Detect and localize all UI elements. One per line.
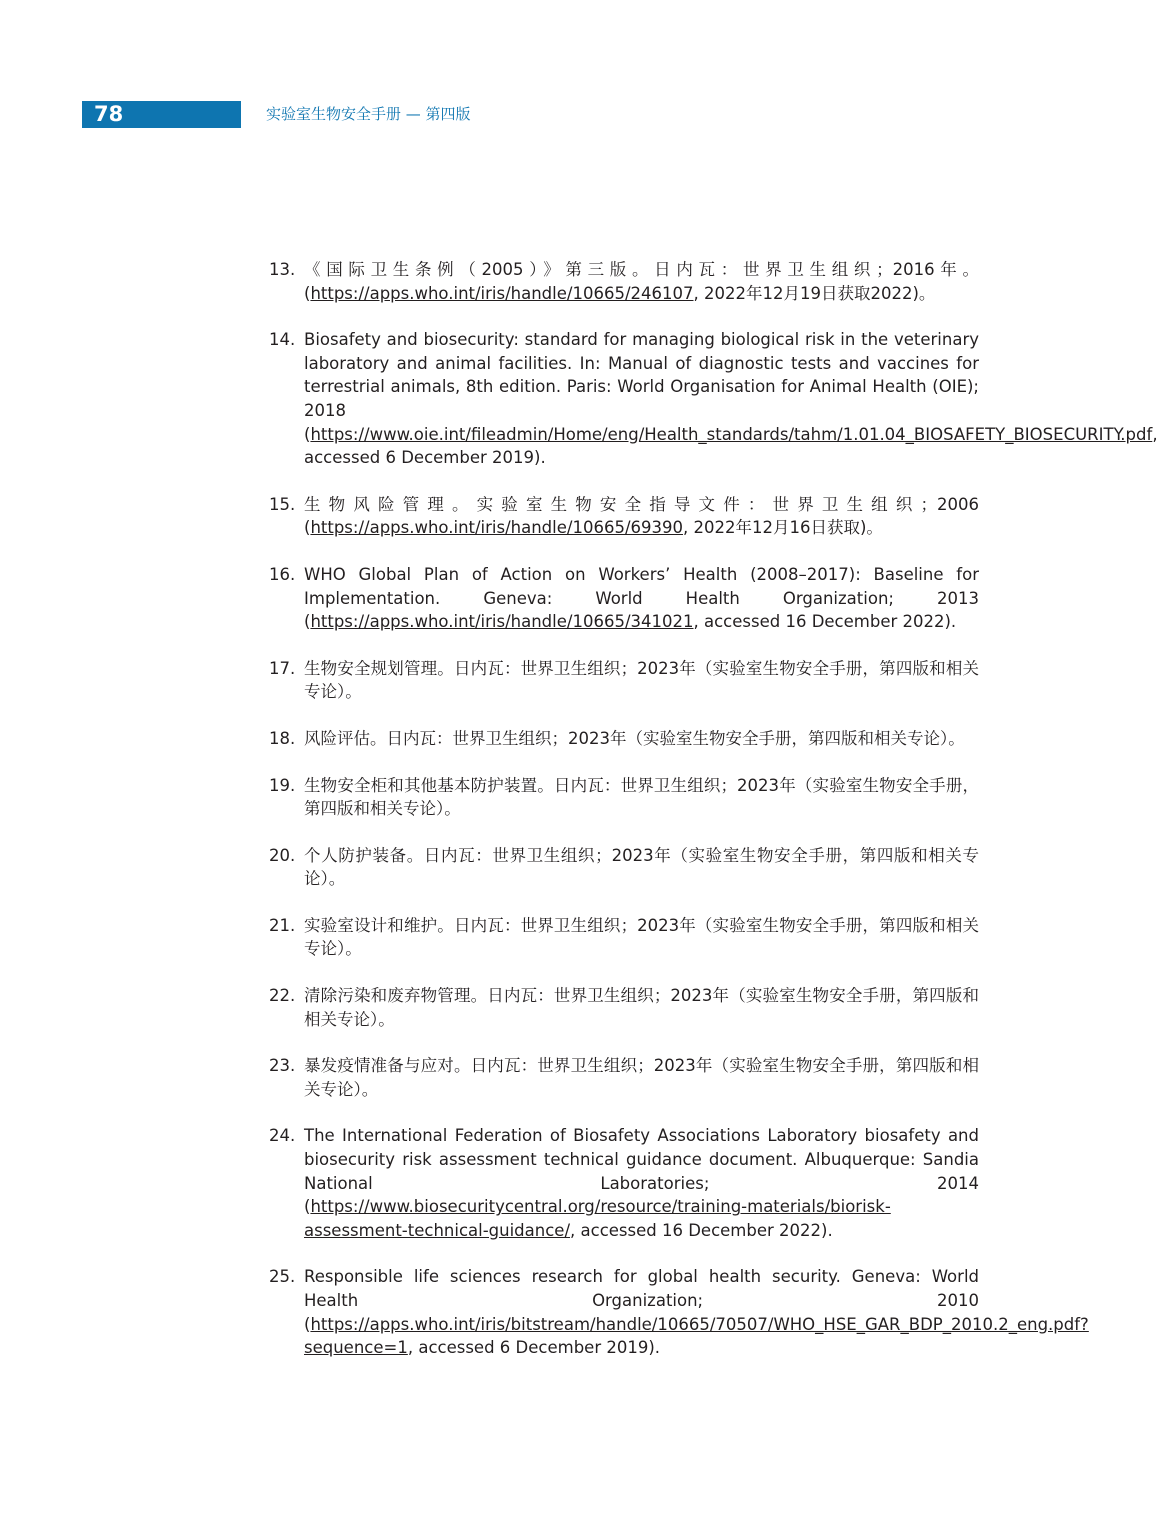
reference-text [304,495,979,538]
reference-list [269,258,1158,1383]
reference-number: 19. [269,775,296,795]
reference-item [269,258,979,305]
reference-number: 24. [269,1126,296,1146]
reference-accessed: , 2022年12月19日获取2022)。 [693,283,936,303]
reference-item [269,774,979,821]
reference-text [304,565,979,631]
reference-item [269,563,979,634]
reference-number: 15. [269,494,296,514]
reference-text [304,729,965,748]
page-number: 78 [94,102,124,126]
reference-text [304,986,979,1029]
reference-text [304,916,979,959]
reference-citation: 《国际卫生条例（2005）》第三版。日内瓦：世界卫生组织；2016年。( [304,260,979,303]
reference-item [269,984,979,1031]
reference-item [269,1265,1089,1359]
reference-item [269,328,1158,470]
reference-link[interactable]: https://apps.who.int/iris/handle/10665/69390 [310,518,683,538]
reference-text [304,1267,1089,1357]
reference-citation: WHO Global Plan of Action on Workers’ Health (2008–2017): Baseline for Implementation. Geneva: World Health Organization; 2013 ( [304,564,979,632]
reference-item [269,657,979,704]
reference-number: 20. [269,845,296,865]
reference-link[interactable]: https://www.biosecuritycentral.org/resource/training-materials/biorisk-assessment-technical-guidance/ [304,1197,891,1240]
reference-text [304,1056,979,1099]
reference-accessed: , accessed 16 December 2022). [570,1220,833,1240]
reference-item [269,493,979,540]
reference-text [304,846,979,889]
reference-accessed: , accessed 6 December 2019). [304,424,1158,468]
reference-number: 14. [269,330,296,350]
reference-citation: Responsible life sciences research for global health security. Geneva: World Health Organization; 2010 ( [304,1267,979,1334]
reference-link[interactable]: https://www.oie.int/fileadmin/Home/eng/Health_standards/tahm/1.01.04_BIOSAFETY_BIOSECURITY.pdf [310,424,1153,444]
reference-number: 13. [269,260,296,279]
reference-accessed: , accessed 6 December 2019). [407,1338,661,1358]
reference-accessed: , 2022年12月16日获取)。 [683,518,883,538]
reference-citation: 生物安全柜和其他基本防护装置。日内瓦：世界卫生组织；2023年（实验室生物安全手册，第四版和相关专论）。 [304,775,979,819]
reference-citation: The International Federation of Biosafety Associations Laboratory biosafety and biosecurity risk assessment technical guidance document. Albuquerque: Sandia National Laboratories; 2014 ( [304,1126,979,1217]
reference-citation: 个人防护装备。日内瓦：世界卫生组织；2023年（实验室生物安全手册，第四版和相关专论）。 [304,845,979,889]
reference-citation: 暴发疫情准备与应对。日内瓦：世界卫生组织；2023年（实验室生物安全手册，第四版和相关专论）。 [304,1056,979,1099]
reference-link[interactable]: https://apps.who.int/iris/handle/10665/246107 [310,283,694,303]
reference-link[interactable]: https://apps.who.int/iris/bitstream/handle/10665/70507/WHO_HSE_GAR_BDP_2010.2_eng.pdf?sequence=1 [304,1314,1089,1358]
reference-number: 17. [269,658,296,678]
reference-item [269,844,979,891]
reference-citation: 清除污染和废弃物管理。日内瓦：世界卫生组织；2023年（实验室生物安全手册，第四版和相关专论）。 [304,986,979,1029]
reference-number: 21. [269,915,296,935]
reference-number: 16. [269,564,296,584]
reference-number: 23. [269,1056,296,1076]
reference-number: 18. [269,728,296,748]
reference-accessed: , accessed 16 December 2022). [693,612,957,632]
reference-citation: 生物风险管理。实验室生物安全指导文件：世界卫生组织；2006 ( [304,494,979,538]
reference-item [269,1054,979,1101]
reference-citation: 风险评估。日内瓦：世界卫生组织；2023年（实验室生物安全手册，第四版和相关专论）。 [304,728,965,748]
reference-text [304,330,1158,467]
reference-item [269,1124,979,1242]
reference-item [269,727,979,751]
reference-citation: 实验室设计和维护。日内瓦：世界卫生组织；2023年（实验室生物安全手册，第四版和相关专论）。 [304,915,979,959]
page-number-bar [82,101,241,128]
reference-item [269,914,979,961]
reference-number: 22. [269,986,296,1006]
reference-citation: 生物安全规划管理。日内瓦：世界卫生组织；2023年（实验室生物安全手册，第四版和相关专论）。 [304,658,979,702]
running-title: 实验室生物安全手册 — 第四版 [266,105,471,123]
reference-text [304,659,979,702]
reference-text [304,1126,979,1239]
reference-citation: Biosafety and biosecurity: standard for managing biological risk in the veterinary laboratory and animal facilities. In: Manual of diagnostic tests and vaccines for terrestrial animals, 8th edition. Paris: World Organisation for Animal Health (OIE); 2018 ( [304,330,979,444]
reference-link[interactable]: https://apps.who.int/iris/handle/10665/341021 [310,612,694,632]
reference-number: 25. [269,1267,296,1287]
reference-text [304,776,979,819]
reference-text [304,260,979,303]
